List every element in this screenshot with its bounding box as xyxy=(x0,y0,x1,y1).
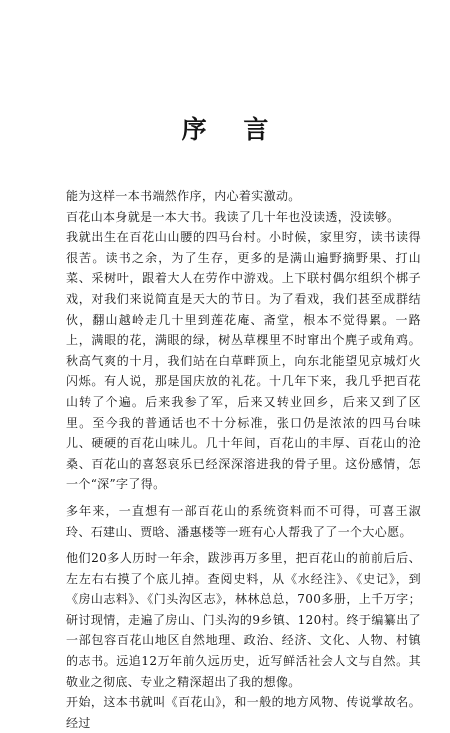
page-title: 序 言 xyxy=(181,115,283,144)
paragraph: 开始，这本书就叫《百花山》，和一般的地方风物、传说掌故名。经过 xyxy=(66,695,421,730)
paragraph: 多年来，一直想有一部百花山的系统资料而不可得，可喜王淑玲、石建山、贾晗、潘惠楼等一班有心人帮我了了一个大心愿。 xyxy=(66,503,421,539)
paragraph: 我就出生在百花山山腰的四马台村。小时候，家里穷，读书读得很苦。读书之余，为了生存，更多的是满山遍野摘野果、打山菜、采树叶，跟着大人在劳作中游戏。上下联村偶尔组织个梆子戏，对我们来说简直是天大的节日。为了看戏，我们甚至成群结伙，翻山越岭走几十里到莲花庵、斋堂，根本不觉得累。一路上，满眼的花，满眼的绿，树丛草棵里不时窜出个麂子或角鸡。秋高气爽的十月，我们站在白草畔顶上，向东北能望见京城灯火闪烁。有人说，那是国庆放的礼花。十几年下来，我几乎把百花山转了个遍。后来我参了军，后来又转业回乡，后来又到了区里。至今我的普通话也不十分标准，张口仍是浓浓的四马台味儿、硬硬的百花山味儿。几十年间，百花山的丰厚、百花山的沧桑、百花山的喜怒哀乐已经深深溶进我的骨子里。这份感情，怎一个“深”字了得。 xyxy=(66,230,421,492)
body-text xyxy=(66,186,421,733)
paragraph: 他们20多人历时一年余，跋涉再万多里，把百花山的前前后后、左左右右摸了个底儿掉。查阅史料，从《水经注》、《史记》，到《房山志料》、《门头沟区志》，林林总总，700多册，上千万字；研讨现情，走遍了房山、门头沟的9乡镇、120村。终于编纂出了一部包容百花山地区自然地理、政治、经济、文化、人物、村镇的志书。远追12万年前久远历史，近写鲜活社会人文与自然。其敬业之彻底、专业之精深超出了我的想像。 xyxy=(66,551,421,689)
paragraph: 百花山本身就是一本大书。我读了几十年也没读透，没读够。 xyxy=(66,209,400,224)
paragraph: 能为这样一本书端然作序，内心着实激动。 xyxy=(66,189,301,203)
